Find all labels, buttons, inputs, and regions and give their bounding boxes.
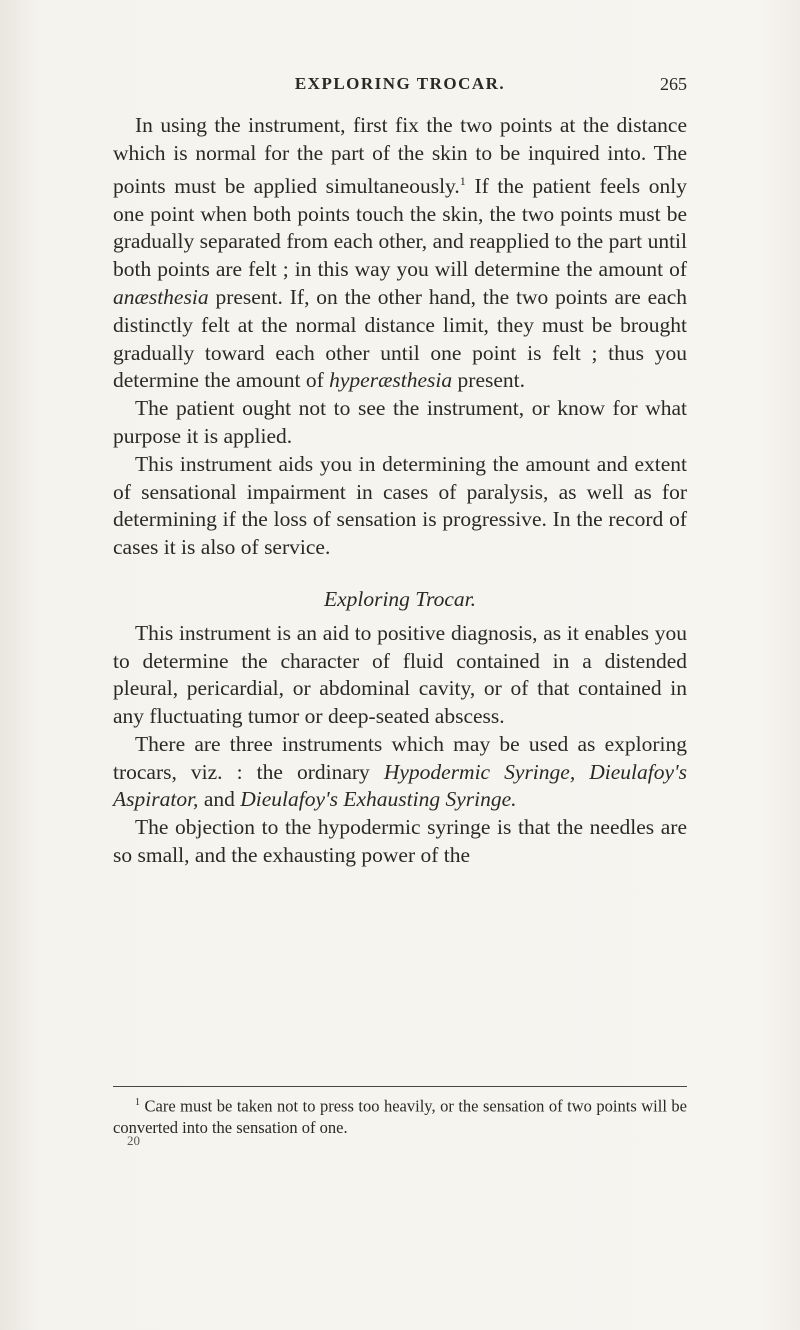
footnote-reference: 1 — [459, 173, 466, 188]
signature-mark: 20 — [127, 1133, 140, 1148]
term-hyperaesthesia: hyperæsthesia — [329, 368, 453, 393]
instrument-names: Hypodermic Syringe, Dieulafoy's Aspirator, — [113, 759, 687, 812]
text-run: There are three instruments which may be used as exploring trocars, viz. : the ordinary — [113, 731, 687, 784]
paragraph — [113, 731, 687, 814]
term-anaesthesia: anæsthesia — [113, 284, 209, 309]
footnote-marker: 1 — [135, 1097, 140, 1108]
paragraph: The patient ought not to see the instrument, or know for what purpose it is applied. — [113, 396, 687, 448]
section-heading: Exploring Trocar. — [323, 586, 477, 611]
page-header — [113, 74, 687, 98]
paragraph: This instrument aids you in determining the amount and extent of sensational impairment in cases of paralysis, as well as for determining if the loss of sensation is progressive. In the record of cases it is also of service. — [113, 451, 687, 560]
text-run: present. If, on the other hand, the two points are each distinctly felt at the normal distance limit, they must be brought gradually toward each other until one point is felt ; thus you determine the amount of — [113, 284, 687, 393]
instrument-name: Dieulafoy's Exhausting Syringe. — [240, 787, 517, 812]
text-run: In using the instrument, first fix the two points at the distance which is normal for the part of the skin to be inquired into. The points must be applied simultaneously. — [113, 113, 687, 198]
text-run: If the patient feels only one point when both points touch the skin, the two points must be gradually separated from each other, and reapplied to the part until both points are felt ; in this way you will determine the amount of — [113, 173, 687, 282]
paragraph: The objection to the hypodermic syringe is that the needles are so small, and the exhausting power of the — [113, 815, 687, 868]
page-number: 265 — [660, 74, 687, 94]
running-head: EXPLORING TROCAR. — [294, 74, 506, 93]
footnote-text: Care must be taken not to press too heavily, or the sensation of two points will be converted into the sensation of one. — [113, 1096, 687, 1137]
paragraph: This instrument is an aid to positive diagnosis, as it enables you to determine the character of fluid contained in a distended pleural, pericardial, or abdominal cavity, or of that contained in any fluctuating tumor or deep-seated abscess. — [113, 620, 687, 729]
footnote-divider — [113, 1086, 687, 1087]
text-run: present. — [452, 368, 525, 393]
text-run: and — [198, 787, 241, 812]
paragraph — [113, 112, 687, 395]
footnote — [113, 1092, 687, 1138]
body-text — [113, 112, 687, 870]
